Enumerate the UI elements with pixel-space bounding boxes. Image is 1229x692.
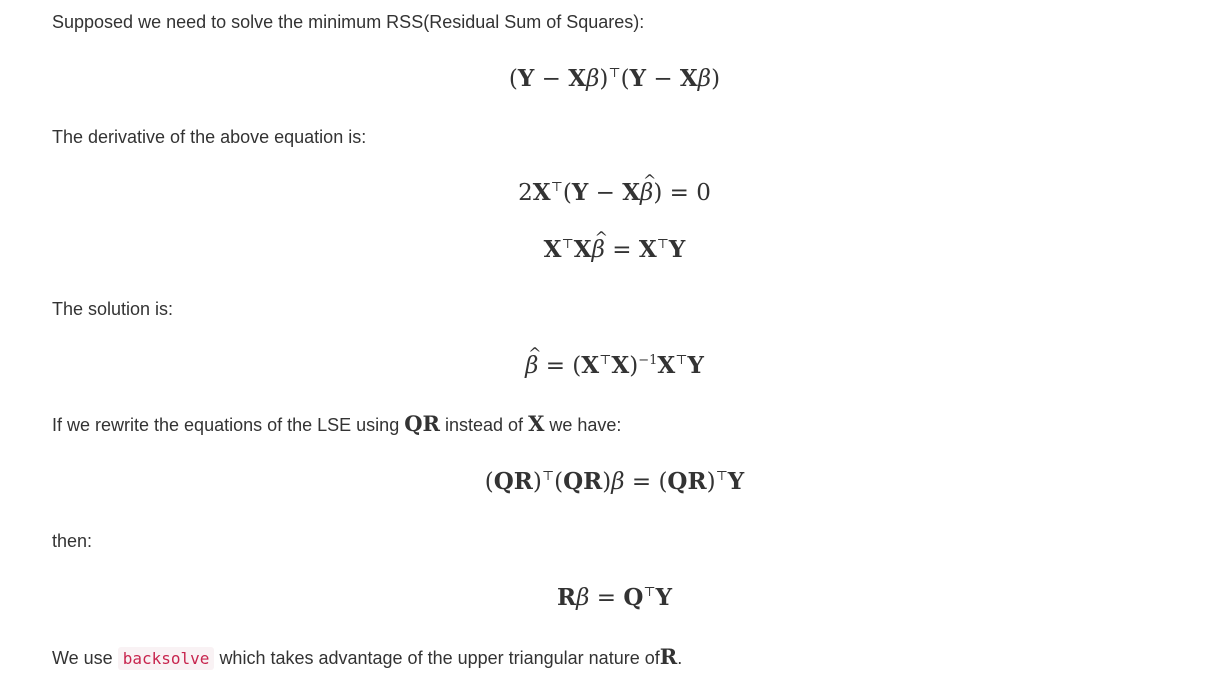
qr-math: QR (404, 411, 440, 436)
qr-equation: (QR)⊤(QR)β = (QR)⊤Y (484, 468, 745, 495)
intro-paragraph: Supposed we need to solve the minimum RSS(Residual Sum of Squares): (52, 12, 645, 32)
x-math: X (528, 411, 545, 436)
derivative-equation: 2X⊤(Y − X^ β) = 0 (0, 177, 1229, 209)
qr-paragraph-text-3: we have: (549, 415, 622, 435)
r-math: R (659, 644, 678, 669)
backsolve-code: backsolve (118, 647, 215, 670)
solution-paragraph: The solution is: (52, 299, 174, 319)
derivative-paragraph: The derivative of the above equation is: (52, 127, 367, 147)
qr-paragraph (52, 412, 621, 437)
qr-paragraph-text-2: instead of (444, 415, 524, 435)
solution-equation: ^ $\beta = (X^⊤X)^{-1}X^⊤Y$ (0, 350, 1229, 382)
backsolve-text-1: We use (52, 648, 113, 668)
then-paragraph: then: (52, 531, 93, 551)
qr-paragraph-text-1: If we rewrite the equations of the LSE using (52, 415, 400, 435)
normal-equation: X⊤X^ β = X⊤Y (0, 234, 1229, 266)
rss-equation: (Y − Xβ)⊤(Y − Xβ) (508, 65, 721, 92)
backsolve-period: . (677, 648, 683, 668)
backsolve-equation: Rβ = Q⊤Y (556, 584, 673, 611)
backsolve-text-2: which takes advantage of the upper triangular nature of (219, 648, 660, 668)
backsolve-paragraph (52, 645, 682, 671)
